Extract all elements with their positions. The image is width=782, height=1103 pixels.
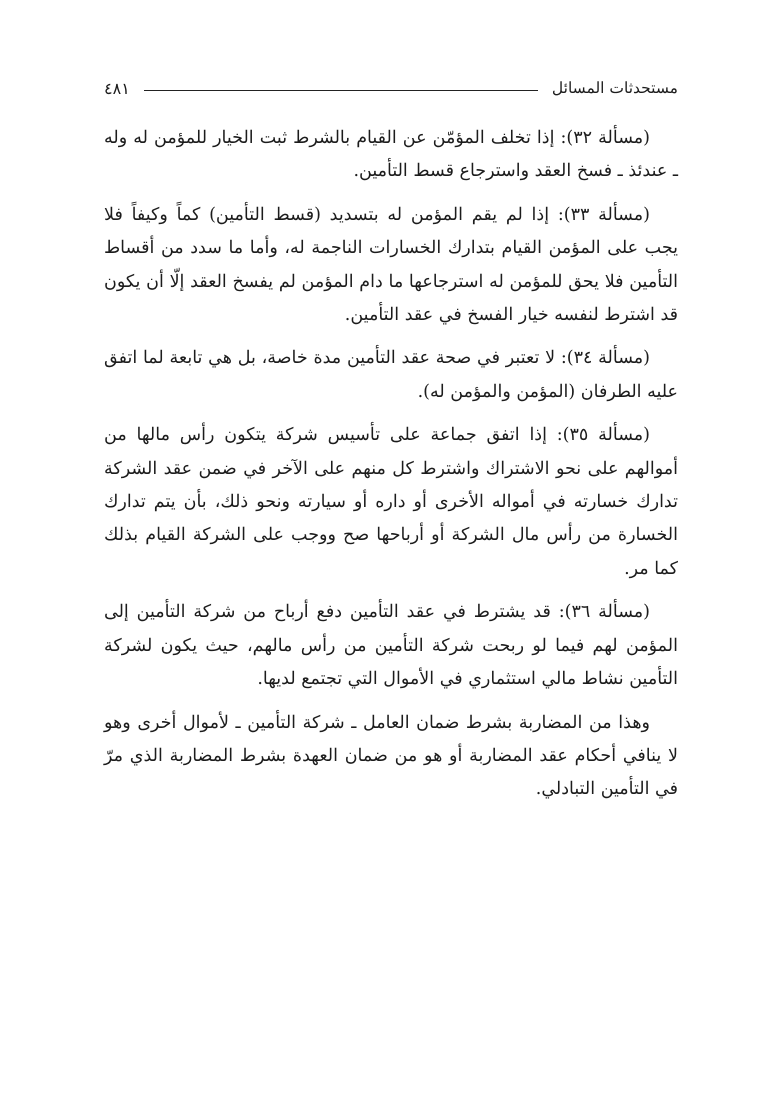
paragraph-masala-35: (مسألة ٣٥): إذا اتفق جماعة على تأسيس شركة يتكون رأس مالها من أموالهم على نحو الاشتراك واشترط كل منهم على الآخر في ضمن عقد الشركة تدارك خسارته في أمواله الأخرى أو داره أو سيارته ونحو ذلك، بأن يتم تدارك الخسارة من رأس مال الشركة أو أرباحها صح ووجب على الشركة القيام بذلك كما مر. [104,425,678,579]
header-rule [144,90,538,91]
paragraph-explanation: وهذا من المضاربة بشرط ضمان العامل ـ شركة التأمين ـ لأموال أخرى وهو لا ينافي أحكام عقد المضاربة أو هو من ضمان العهدة بشرط المضاربة الذي مرّ في التأمين التبادلي. [104,712,678,800]
paragraph-masala-32: (مسألة ٣٢): إذا تخلف المؤمّن عن القيام بالشرط ثبت الخيار للمؤمن له وله ـ عندئذ ـ فسخ العقد واسترجاع قسط التأمين. [104,128,678,182]
running-header [104,74,678,102]
paragraph-masala-36: (مسألة ٣٦): قد يشترط في عقد التأمين دفع أرباح من شركة التأمين إلى المؤمن لهم فيما لو ربحت شركة التأمين من رأس مالهم، حيث يكون لشركة التأمين نشاط مالي استثماري في الأموال التي تجتمع لديها. [104,602,678,690]
page-number: ٤٨١ [104,78,130,98]
running-header-title: مستحدثات المسائل [551,79,678,97]
paragraph-masala-33: (مسألة ٣٣): إذا لم يقم المؤمن له بتسديد (قسط التأمين) كماً وكيفاً فلا يجب على المؤمن القيام بتدارك الخسارات الناجمة له، وأما ما سدد من أقساط التأمين فلا يحق للمؤمن له استرجاعها ما دام المؤمن لم يفسخ العقد إلّا أن يكون قد اشترط لنفسه خيار الفسخ في عقد التأمين. [104,204,678,326]
page-body [104,122,678,817]
paragraph-masala-34: (مسألة ٣٤): لا تعتبر في صحة عقد التأمين مدة خاصة، بل هي تابعة لما اتفق عليه الطرفان (المؤمن والمؤمن له). [104,348,678,402]
